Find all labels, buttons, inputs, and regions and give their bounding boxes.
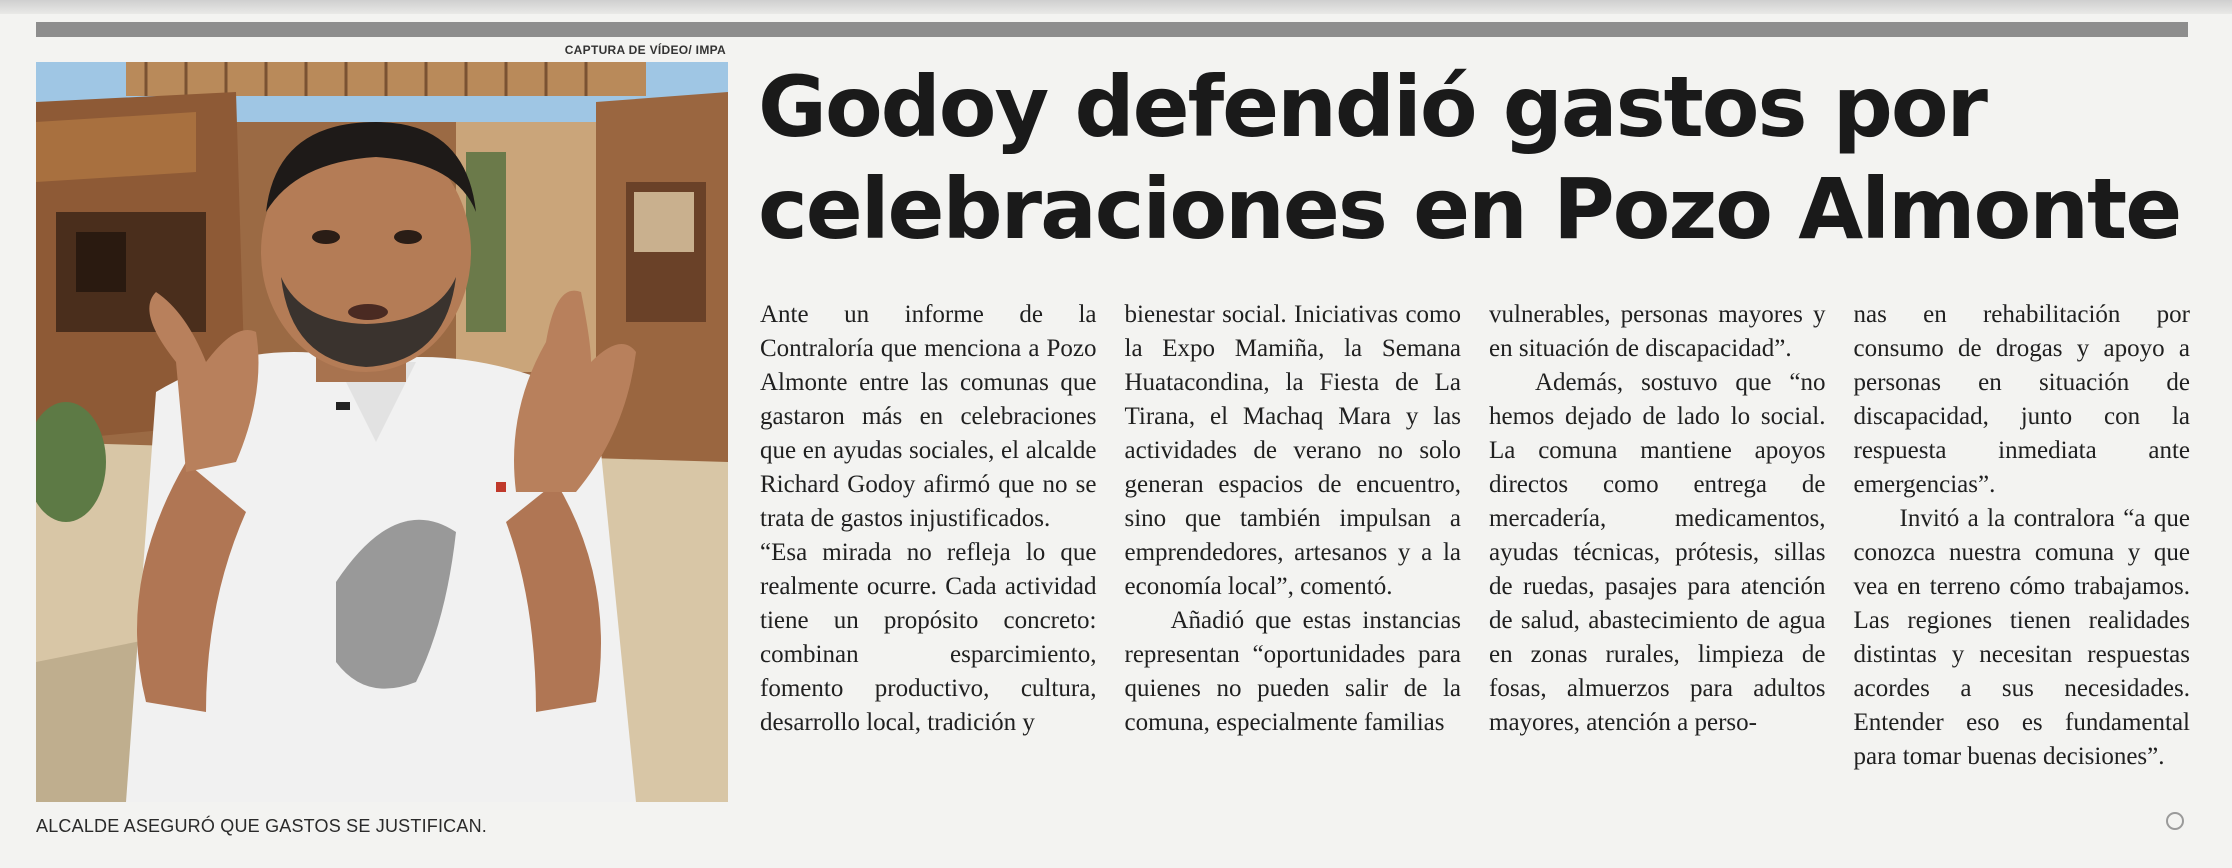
article-column-4 bbox=[1854, 298, 2191, 838]
article-paragraph: nas en rehabilitación por consumo de drogas y apoyo a personas en situación de discapacidad, junto con la respuesta inmediata ante emergencias”. bbox=[1853, 301, 2190, 498]
article-column-3 bbox=[1489, 298, 1826, 838]
article-paragraph: Invitó a la contralora “a que conozca nuestra comuna y que vea en terreno cómo trabajamos. Las regiones tienen realidades distintas y necesitan respuestas acordes a sus necesidades. Entender eso es fundamental para tomar buenas decisiones”. bbox=[1853, 505, 2190, 770]
section-divider bbox=[36, 22, 2188, 37]
article-photo bbox=[36, 62, 728, 802]
previous-article-strip bbox=[0, 0, 2232, 14]
article-paragraph: bienestar social. Iniciativas como la Expo Mamiña, la Semana Huatacondina, la Fiesta de La Tirana, el Machaq Mara y las actividades de verano no solo generan espacios de encuentro, sino que también impulsan a emprendedores, artesanos y a la economía local”, comentó. bbox=[1124, 301, 1461, 600]
mayor-photo-illustration bbox=[36, 62, 728, 802]
photo-caption: ALCALDE ASEGURÓ QUE GASTOS SE JUSTIFICAN. bbox=[36, 816, 487, 836]
article-column-2 bbox=[1125, 298, 1462, 838]
article-body bbox=[760, 298, 2190, 838]
article-column-1 bbox=[760, 298, 1097, 838]
article-paragraph: Añadió que estas instancias representan “oportunidades para quienes no pueden salir de la comuna, especialmente familias bbox=[1124, 607, 1461, 736]
article-headline: Godoy defendió gastos por celebraciones en Pozo Almonte bbox=[758, 58, 2181, 258]
article-paragraph: Ante un informe de la Contraloría que menciona a Pozo Almonte entre las comunas que gastaron más en celebraciones que en ayudas sociales, el alcalde Richard Godoy afirmó que no se trata de gastos injustificados. bbox=[760, 301, 1097, 532]
article-paragraph: Además, sostuvo que “no hemos dejado de lado lo social. La comuna mantiene apoyos directos como entrega de mercadería, medicamentos, ayudas técnicas, prótesis, sillas de ruedas, pasajes para atención de salud, abastecimiento de agua en zonas rurales, limpieza de fosas, almuerzos para adultos mayores, atención a perso- bbox=[1489, 369, 1826, 736]
photo-credit: CAPTURA DE VÍDEO/ IMPA bbox=[564, 43, 726, 57]
article-paragraph: “Esa mirada no refleja lo que realmente ocurre. Cada actividad tiene un propósito concreto: combinan esparcimiento, fomento productivo, cultura, desarrollo local, tradición y bbox=[760, 539, 1097, 736]
article-paragraph: vulnerables, personas mayores y en situación de discapacidad”. bbox=[1489, 301, 1826, 362]
end-of-article-icon bbox=[2166, 812, 2184, 830]
